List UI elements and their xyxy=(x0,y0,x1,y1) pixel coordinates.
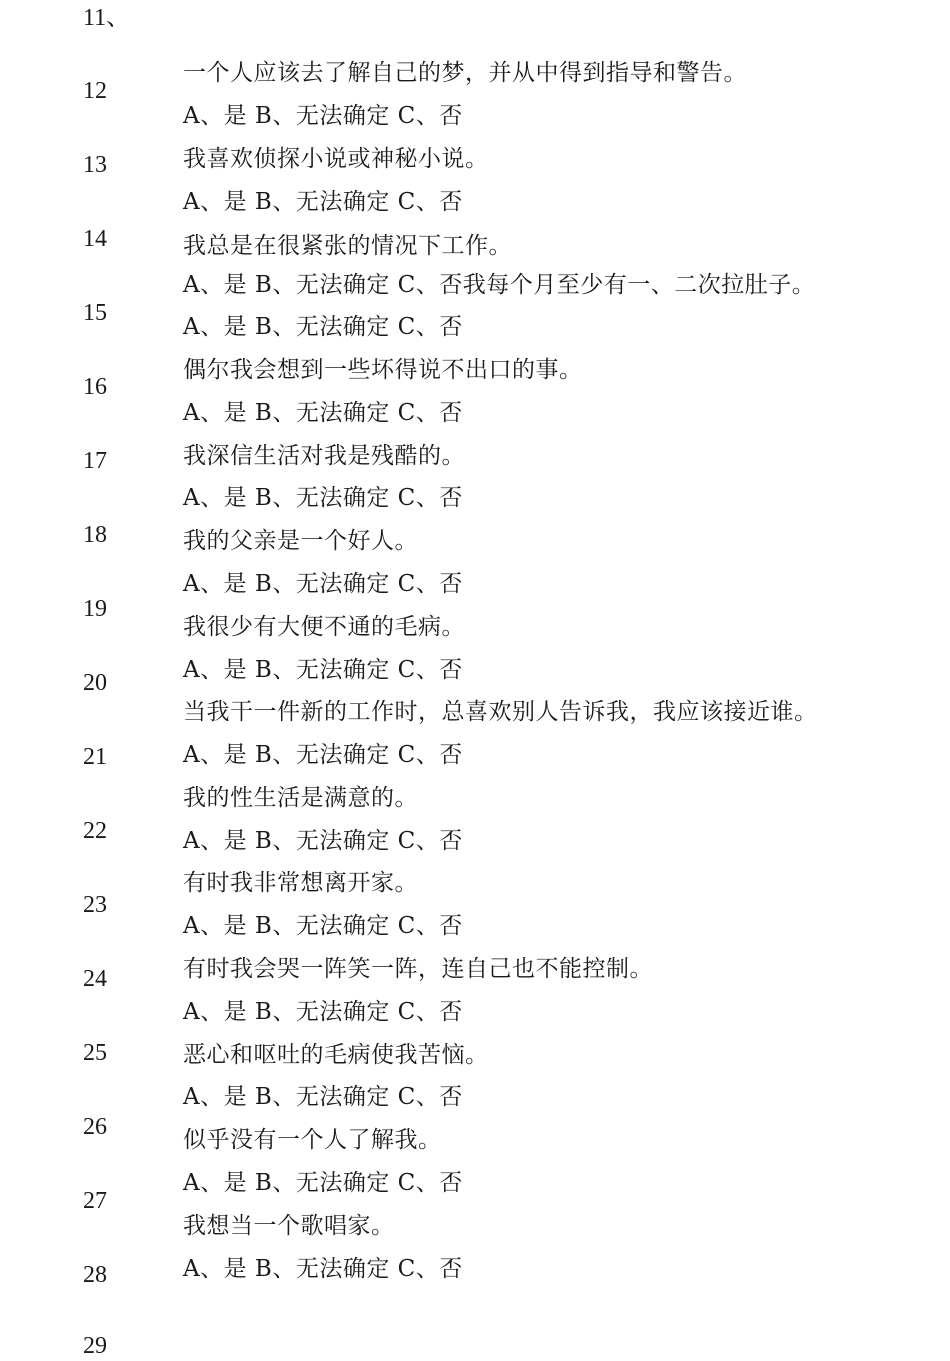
question-number: 25 xyxy=(83,1040,107,1066)
question-text: 有时我会哭一阵笑一阵，连自己也不能控制。 xyxy=(183,956,653,982)
question-number: 12 xyxy=(83,78,107,104)
question-text: 我想当一个歌唱家。 xyxy=(183,1213,395,1239)
question-text: 有时我非常想离开家。 xyxy=(183,870,418,896)
question-number: 16 xyxy=(83,374,107,400)
question-number: 23 xyxy=(83,892,107,918)
question-text: 偶尔我会想到一些坏得说不出口的事。 xyxy=(183,357,583,383)
answer-options: A、是 B、无法确定 C、否 xyxy=(183,999,463,1025)
answer-options: A、是 B、无法确定 C、否 xyxy=(183,913,463,939)
question-text: 我很少有大便不通的毛病。 xyxy=(183,614,465,640)
question-number: 18 xyxy=(83,522,107,548)
question-text: 恶心和呕吐的毛病使我苦恼。 xyxy=(183,1042,489,1068)
answer-options: A、是 B、无法确定 C、否 xyxy=(183,828,463,854)
question-number: 20 xyxy=(83,670,107,696)
question-number: 21 xyxy=(83,744,107,770)
question-number: 24 xyxy=(83,966,107,992)
answer-options: A、是 B、无法确定 C、否 xyxy=(183,1256,463,1282)
question-number: 29 xyxy=(83,1333,107,1359)
question-text: 似乎没有一个人了解我。 xyxy=(183,1127,442,1153)
question-number: 19 xyxy=(83,596,107,622)
question-number: 17 xyxy=(83,448,107,474)
answer-options: A、是 B、无法确定 C、否我每个月至少有一、二次拉肚子。 xyxy=(183,272,816,298)
question-number: 28 xyxy=(83,1262,107,1288)
answer-options: A、是 B、无法确定 C、否 xyxy=(183,400,463,426)
answer-options: A、是 B、无法确定 C、否 xyxy=(183,189,463,215)
question-text: 当我干一件新的工作时，总喜欢别人告诉我，我应该接近谁。 xyxy=(183,699,818,725)
answer-options: A、是 B、无法确定 C、否 xyxy=(183,742,463,768)
question-text: 我总是在很紧张的情况下工作。 xyxy=(183,233,512,259)
answer-options: A、是 B、无法确定 C、否 xyxy=(183,103,463,129)
question-number: 13 xyxy=(83,152,107,178)
question-number: 15 xyxy=(83,300,107,326)
question-number: 11、 xyxy=(83,5,131,31)
answer-options: A、是 B、无法确定 C、否 xyxy=(183,1170,463,1196)
answer-options: A、是 B、无法确定 C、否 xyxy=(183,1084,463,1110)
question-text: 一个人应该去了解自己的梦，并从中得到指导和警告。 xyxy=(183,60,747,86)
question-text: 我深信生活对我是残酷的。 xyxy=(183,443,465,469)
answer-options: A、是 B、无法确定 C、否 xyxy=(183,485,463,511)
question-number: 22 xyxy=(83,818,107,844)
question-text: 我的性生活是满意的。 xyxy=(183,785,418,811)
question-number: 26 xyxy=(83,1114,107,1140)
answer-options: A、是 B、无法确定 C、否 xyxy=(183,657,463,683)
answer-options: A、是 B、无法确定 C、否 xyxy=(183,571,463,597)
question-number: 14 xyxy=(83,226,107,252)
answer-options: A、是 B、无法确定 C、否 xyxy=(183,314,463,340)
question-text: 我的父亲是一个好人。 xyxy=(183,528,418,554)
question-number: 27 xyxy=(83,1188,107,1214)
question-text: 我喜欢侦探小说或神秘小说。 xyxy=(183,146,489,172)
